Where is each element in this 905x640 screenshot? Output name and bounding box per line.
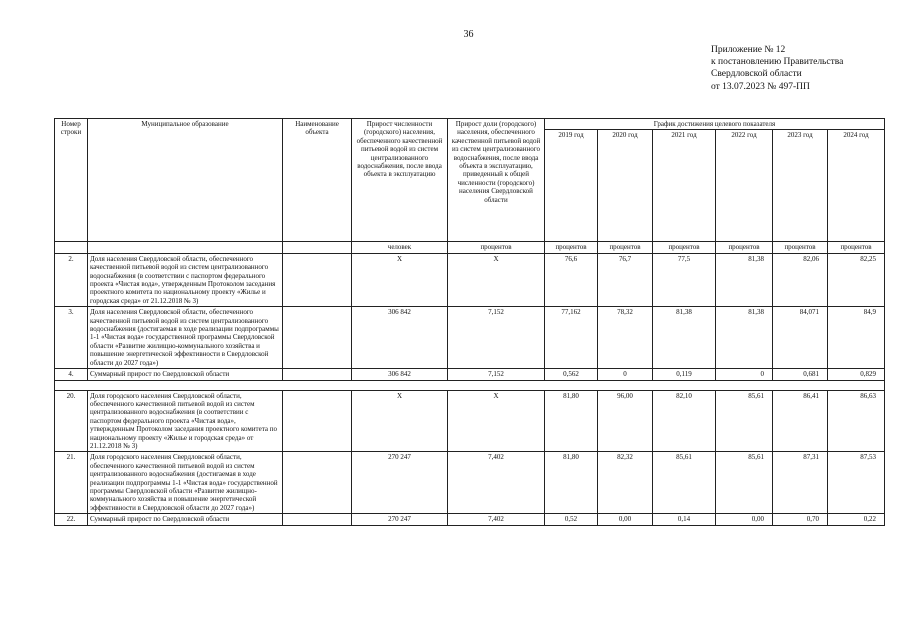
table-row: [55, 452, 885, 514]
row-year-value-cell: 77,5: [653, 253, 716, 306]
row-description-cell: Доля населения Свердловской области, обеспеченного качественной питьевой водой из систем централизованного водоснабжения (достигаемая в ходе реализации подпрограммы 1-1 «Чистая вода» государственной программы Свердловской области «Развитие жилищно-коммунального хозяйства и повышение энергетической эффективности в Свердловской области до 2027 года»): [88, 307, 283, 369]
header-pop-growth: Прирост численности (городского) населения, обеспеченного качественной питьевой водой из систем централизованного водоснабжения, после ввода объекта в эксплуатацию: [352, 119, 448, 242]
row-year-value-cell: 0,14: [653, 514, 716, 525]
row-number-cell: 2.: [55, 253, 88, 306]
row-year-value-cell: 85,61: [653, 452, 716, 514]
row-object-cell: [283, 369, 352, 380]
row-year-value-cell: 81,38: [653, 307, 716, 369]
row-year-value-cell: 78,32: [598, 307, 653, 369]
row-year-value-cell: 0,829: [828, 369, 885, 380]
row-year-value-cell: 82,25: [828, 253, 885, 306]
row-year-value-cell: 0,681: [773, 369, 828, 380]
row-year-value-cell: 0,119: [653, 369, 716, 380]
row-year-value-cell: 85,61: [716, 390, 773, 452]
row-year-value-cell: 84,9: [828, 307, 885, 369]
row-number-cell: 20.: [55, 390, 88, 452]
row-year-value-cell: 77,162: [545, 307, 598, 369]
row-year-value-cell: 0: [716, 369, 773, 380]
header-row-no: Номер строки: [55, 119, 88, 242]
row-description-cell: Доля городского населения Свердловской области, обеспеченного качественной питьевой водой из систем централизованного водоснабжения (достигаемая в ходе реализации подпрограммы 1-1 «Чистая вода» государственной программы Свердловской области «Развитие жилищно-коммунального хозяйства и повышение энергетической эффективности в Свердловской области до 2027 года»): [88, 452, 283, 514]
header-share-growth: Прирост доли (городского) населения, обеспеченного качественной питьевой водой из систем централизованного водоснабжения, после ввода объекта в эксплуатацию, приведенный к общей численности (городского) населения Свердловской области: [448, 119, 545, 242]
header-year: 2024 год: [828, 130, 885, 242]
row-year-value-cell: 76,7: [598, 253, 653, 306]
row-object-cell: [283, 307, 352, 369]
row-year-value-cell: 0,22: [828, 514, 885, 525]
row-year-value-cell: 0,70: [773, 514, 828, 525]
separator-cell: [55, 380, 885, 390]
row-year-value-cell: 81,38: [716, 253, 773, 306]
row-share-cell: X: [448, 390, 545, 452]
row-number-cell: 4.: [55, 369, 88, 380]
row-year-value-cell: 96,00: [598, 390, 653, 452]
header-year: 2022 год: [716, 130, 773, 242]
header-schedule: График достижения целевого показателя: [545, 119, 885, 130]
table-row: [55, 390, 885, 452]
unit-year: процентов: [716, 242, 773, 253]
row-year-value-cell: 87,31: [773, 452, 828, 514]
appendix-line-1: Приложение № 12: [711, 45, 786, 55]
header-municipality: Муниципальное образование: [88, 119, 283, 242]
row-object-cell: [283, 390, 352, 452]
row-number-cell: 3.: [55, 307, 88, 369]
header-row-1: [55, 119, 885, 130]
row-description-cell: Доля населения Свердловской области, обеспеченного качественной питьевой водой из систем централизованного водоснабжения (в соответствии с паспортом федерального проекта «Чистая вода», утвержденным Протоколом заседания проектного комитета по национальному проекту «Жилье и городская среда» от 21.12.2018 № 3): [88, 253, 283, 306]
header-year: 2020 год: [598, 130, 653, 242]
row-pop-cell: 270 247: [352, 514, 448, 525]
row-year-value-cell: 81,80: [545, 452, 598, 514]
row-year-value-cell: 86,63: [828, 390, 885, 452]
row-year-value-cell: 86,41: [773, 390, 828, 452]
appendix-line-3: Свердловской области: [711, 69, 802, 80]
row-pop-cell: 306 842: [352, 369, 448, 380]
unit-year: процентов: [828, 242, 885, 253]
unit-year: процентов: [653, 242, 716, 253]
appendix-line-4: от 13.07.2023 № 497-ПП: [711, 81, 810, 92]
row-share-cell: 7,402: [448, 452, 545, 514]
row-object-cell: [283, 514, 352, 525]
unit-year: процентов: [545, 242, 598, 253]
row-year-value-cell: 81,38: [716, 307, 773, 369]
row-pop-cell: X: [352, 390, 448, 452]
row-year-value-cell: 82,32: [598, 452, 653, 514]
row-year-value-cell: 87,53: [828, 452, 885, 514]
unit-pop: человек: [352, 242, 448, 253]
row-pop-cell: 306 842: [352, 307, 448, 369]
row-pop-cell: 270 247: [352, 452, 448, 514]
row-description-cell: Суммарный прирост по Свердловской области: [88, 369, 283, 380]
header-year: 2019 год: [545, 130, 598, 242]
group-separator: [55, 380, 885, 390]
row-year-value-cell: 85,61: [716, 452, 773, 514]
row-number-cell: 22.: [55, 514, 88, 525]
row-year-value-cell: 0: [598, 369, 653, 380]
row-number-cell: 21.: [55, 452, 88, 514]
appendix-line-2: к постановлению Правительства: [711, 57, 844, 68]
unit-empty: [55, 242, 88, 253]
units-row: [55, 242, 885, 253]
row-object-cell: [283, 253, 352, 306]
row-year-value-cell: 76,6: [545, 253, 598, 306]
row-description-cell: Доля городского населения Свердловской области, обеспеченного качественной питьевой водой из систем централизованного водоснабжения (в соответствии с паспортом федерального проекта «Чистая вода», утвержденным Протоколом заседания проектного комитета по национальному проекту «Жилье и городская среда» от 21.12.2018 № 3): [88, 390, 283, 452]
row-share-cell: 7,152: [448, 369, 545, 380]
indicator-table: [54, 118, 885, 526]
table-row: [55, 514, 885, 525]
table-row: [55, 369, 885, 380]
row-year-value-cell: 0,52: [545, 514, 598, 525]
row-year-value-cell: 84,071: [773, 307, 828, 369]
row-year-value-cell: 81,80: [545, 390, 598, 452]
row-year-value-cell: 0,562: [545, 369, 598, 380]
row-description-cell: Суммарный прирост по Свердловской области: [88, 514, 283, 525]
unit-year: процентов: [598, 242, 653, 253]
row-share-cell: X: [448, 253, 545, 306]
row-share-cell: 7,402: [448, 514, 545, 525]
table-row: [55, 307, 885, 369]
header-object-name: Наименование объекта: [283, 119, 352, 242]
page-number: 36: [463, 29, 474, 40]
table-row: [55, 253, 885, 306]
row-pop-cell: X: [352, 253, 448, 306]
row-share-cell: 7,152: [448, 307, 545, 369]
appendix-note: [711, 44, 843, 93]
unit-empty: [88, 242, 283, 253]
row-year-value-cell: 82,10: [653, 390, 716, 452]
row-year-value-cell: 0,00: [716, 514, 773, 525]
row-object-cell: [283, 452, 352, 514]
header-year: 2023 год: [773, 130, 828, 242]
row-year-value-cell: 82,06: [773, 253, 828, 306]
unit-empty: [283, 242, 352, 253]
header-year: 2021 год: [653, 130, 716, 242]
unit-share: процентов: [448, 242, 545, 253]
unit-year: процентов: [773, 242, 828, 253]
row-year-value-cell: 0,00: [598, 514, 653, 525]
